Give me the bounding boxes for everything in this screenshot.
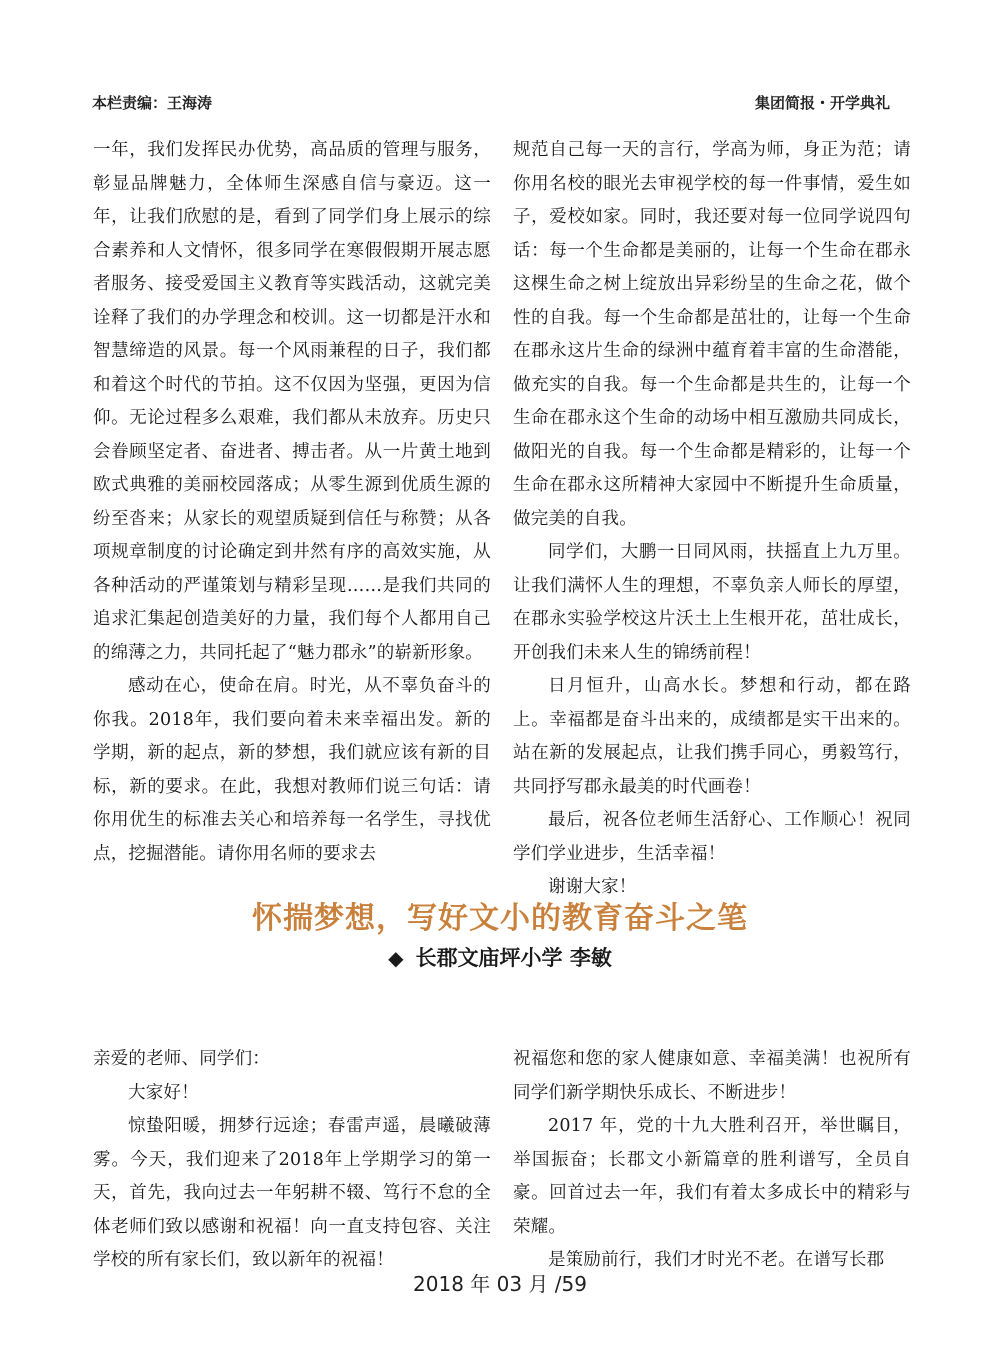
article2-left-column <box>93 1043 491 1278</box>
paragraph: 日月恒升，山高水长。梦想和行动，都在路上。幸福都是奋斗出来的，成绩都是实干出来的。站在新的发展起点，让我们携手同心，勇毅笃行，共同抒写郡永最美的时代画卷！ <box>513 676 911 797</box>
paragraph: 大家好！ <box>128 1082 199 1103</box>
column-editor: 本栏责编：王海涛 <box>92 94 213 112</box>
paragraph: 是策励前行，我们才时光不老。在谱写长郡 <box>548 1250 885 1270</box>
diamond-icon: ◆ <box>388 946 404 970</box>
article1-right-column <box>513 134 911 905</box>
byline-text: 长郡文庙坪小学 李敏 <box>415 945 612 970</box>
paragraph: 同学们，大鹏一日同风雨，扶摇直上九万里。让我们满怀人生的理想，不辜负亲人师长的厚望，在郡永实验学校这片沃土上生根开花，茁壮成长，开创我们未来人生的锦绣前程！ <box>513 542 911 663</box>
paragraph: 规范自己每一天的言行，学高为师，身正为范；请你用名校的眼光去审视学校的每一件事情，爱生如子，爱校如家。同时，我还要对每一位同学说四句话：每一个生命都是美丽的，让每一个生命在郡永这棵生命之树上绽放出异彩纷呈的生命之花，做个性的自我。每一个生命都是茁壮的，让每一个生命在郡永这片生命的绿洲中蕴育着丰富的生命潜能，做充实的自我。每一个生命都是共生的，让每一个生命在郡永这个生命的动场中相互激励共同成长，做阳光的自我。每一个生命都是精彩的，让每一个生命在郡永这所精神大家园中不断提升生命质量，做完美的自我。 <box>513 140 911 529</box>
page-number: 2018 年 03 月 /59 <box>413 1272 587 1296</box>
paragraph: 谢谢大家！ <box>548 877 637 897</box>
paragraph: 祝福您和您的家人健康如意、幸福美满！也祝所有同学们新学期快乐成长、不断进步！ <box>513 1049 911 1103</box>
article1-left-column <box>93 134 491 871</box>
article-title: 怀揣梦想，写好文小的教育奋斗之笔 <box>252 901 748 936</box>
article2-right-column <box>513 1043 911 1278</box>
paragraph: 一年，我们发挥民办优势，高品质的管理与服务，彰显品牌魅力，全体师生深感自信与豪迈。这一年，让我们欣慰的是，看到了同学们身上展示的综合素养和人文情怀，很多同学在寒假假期开展志愿者服务、接受爱国主义教育等实践活动，这就完美诠释了我们的办学理念和校训。这一切都是汗水和智慧缔造的风景。每一个风雨兼程的日子，我们都和着这个时代的节拍。这不仅因为坚强，更因为信仰。无论过程多么艰难，我们都从未放弃。历史只会眷顾坚定者、奋进者、搏击者。从一片黄土地到欧式典雅的美丽校园落成；从零生源到优质生源的纷至沓来；从家长的观望质疑到信任与称赞；从各项规章制度的讨论确定到井然有序的高效实施，从各种活动的严谨策划与精彩呈现……是我们共同的追求汇集起创造美好的力量，我们每个人都用自己的绵薄之力，共同托起了“魅力郡永”的崭新形象。 <box>93 140 491 663</box>
paragraph: 感动在心，使命在肩。时光，从不辜负奋斗的你我。2018年，我们要向着未来幸福出发。新的学期，新的起点，新的梦想，我们就应该有新的目标，新的要求。在此，我想对教师们说三句话：请你用优生的标准去关心和培养每一名学生，寻找优点，挖掘潜能。请你用名师的要求去 <box>93 676 491 864</box>
paragraph: 亲爱的老师、同学们： <box>93 1049 270 1069</box>
article-byline <box>0 942 1000 972</box>
paragraph: 惊蛰阳暖，拥梦行远途；春雷声遥，晨曦破薄雾。今天，我们迎来了2018年上学期学习的第一天，首先，我向过去一年躬耕不辍、笃行不怠的全体老师们致以感谢和祝福！向一直支持包容、关注学校的所有家长们，致以新年的祝福！ <box>93 1116 491 1270</box>
paragraph: 最后，祝各位老师生活舒心、工作顺心！祝同学们学业进步，生活幸福！ <box>513 810 911 864</box>
section-title: 集团简报・开学典礼 <box>754 94 890 112</box>
paragraph: 2017 年，党的十九大胜利召开，举世瞩目，举国振奋；长郡文小新篇章的胜利谱写，全员自豪。回首过去一年，我们有着太多成长中的精彩与荣耀。 <box>513 1116 911 1237</box>
